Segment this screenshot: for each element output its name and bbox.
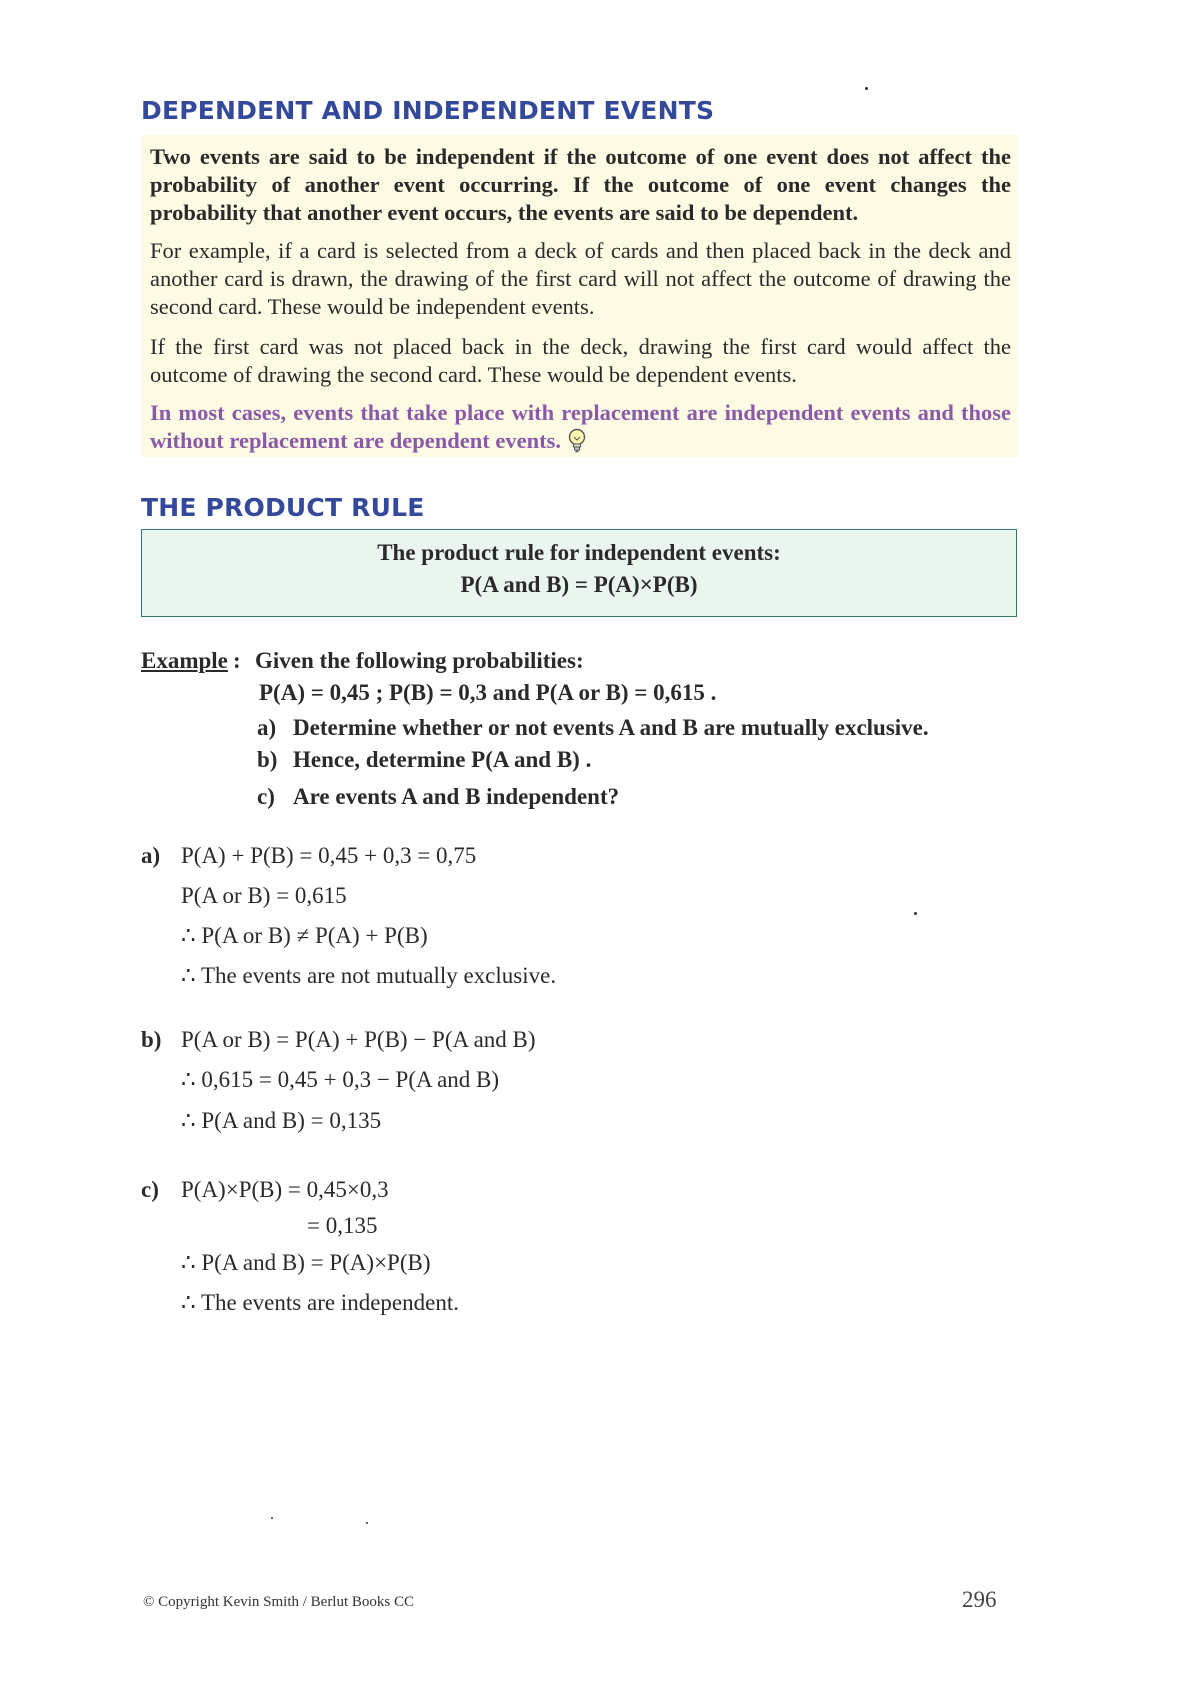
solution-line: P(A)×P(B) = 0,45×0,3 (181, 1177, 389, 1202)
example-colon: : (233, 648, 241, 673)
solution-line: ∴ P(A or B) ≠ P(A) + P(B) (181, 923, 428, 948)
page-number: 296 (962, 1587, 997, 1612)
example-given: P(A) = 0,45 ; P(B) = 0,3 and P(A or B) = 0,615 . (259, 680, 717, 705)
solution-b-label: b) (141, 1027, 162, 1052)
scan-speck (366, 1522, 368, 1524)
solution-a-label: a) (141, 843, 161, 868)
solution-line: P(A or B) = P(A) + P(B) − P(A and B) (181, 1027, 536, 1052)
solution-line: ∴ P(A and B) = P(A)×P(B) (181, 1250, 431, 1275)
solution-line: ∴ P(A and B) = 0,135 (181, 1108, 382, 1133)
solution-line: = 0,135 (307, 1213, 378, 1238)
question-letter: c) (257, 784, 275, 809)
definition-text: Two events are said to be independent if the outcome of one event does not affect the probability of another event occurring. If the outcome of one event changes the probability that another event occurs, the events are said to be dependent. (150, 144, 1011, 225)
solution-c-label: c) (141, 1177, 159, 1202)
lightbulb-icon (567, 428, 587, 461)
example-paragraph-dependent: If the first card was not placed back in the deck, drawing the first card would affect the outcome of drawing the second card. These would be dependent events. (150, 334, 1011, 387)
question-text: Are events A and B independent? (293, 784, 620, 809)
example-paragraph-independent: For example, if a card is selected from a deck of cards and then placed back in the deck and another card is drawn, the drawing of the first card will not affect the outcome of drawing the second card. These would be independent events. (150, 238, 1011, 319)
copyright-notice: © Copyright Kevin Smith / Berlut Books CC (143, 1594, 414, 1610)
tip-text (150, 399, 1011, 461)
example-intro: Given the following probabilities: (255, 648, 584, 673)
question-letter: a) (257, 715, 277, 740)
product-rule-formula: P(A and B) = P(A)×P(B) (460, 572, 698, 597)
example-label: Example (141, 648, 228, 673)
solution-line: P(A) + P(B) = 0,45 + 0,3 = 0,75 (181, 843, 477, 868)
scan-speck (271, 1517, 273, 1519)
scan-speck (865, 87, 868, 90)
tip-sentence: In most cases, events that take place with replacement are independent events and those without replacement are dependent events. (150, 400, 1011, 453)
section-heading-product-rule: THE PRODUCT RULE (141, 493, 425, 522)
definition-box (141, 135, 1017, 457)
solution-line: ∴ The events are not mutually exclusive. (181, 963, 557, 988)
scan-speck (914, 912, 917, 915)
solution-line: P(A or B) = 0,615 (181, 883, 347, 908)
product-rule-title: The product rule for independent events: (377, 540, 781, 565)
question-text: Hence, determine P(A and B) . (293, 747, 592, 772)
question-letter: b) (257, 747, 278, 772)
solution-line: ∴ The events are independent. (181, 1290, 459, 1315)
solution-line: ∴ 0,615 = 0,45 + 0,3 − P(A and B) (181, 1067, 500, 1092)
product-rule-box (141, 529, 1017, 617)
section-heading-dependent-independent: DEPENDENT AND INDEPENDENT EVENTS (141, 96, 715, 125)
question-text: Determine whether or not events A and B are mutually exclusive. (293, 715, 929, 740)
